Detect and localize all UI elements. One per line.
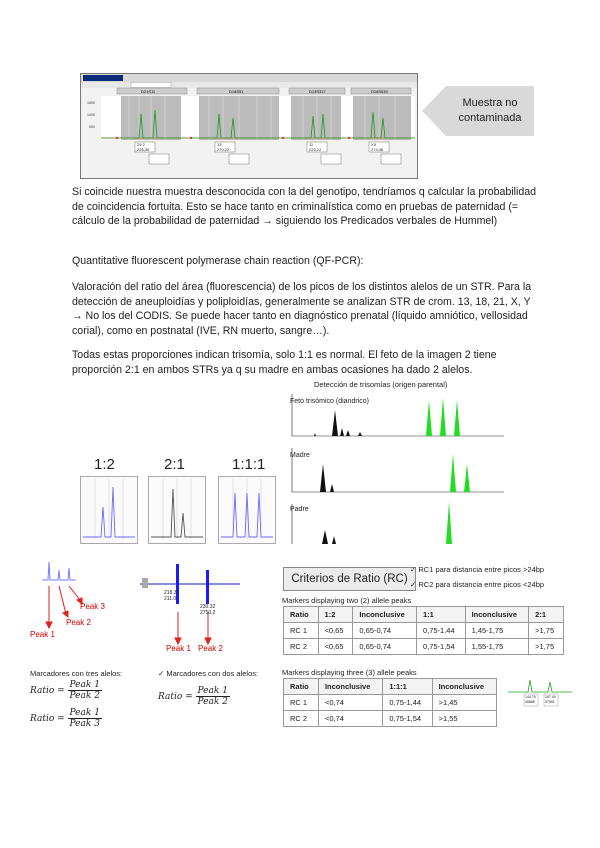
marker-label: D21S11 bbox=[141, 89, 156, 94]
electropherogram-image bbox=[80, 73, 418, 179]
table-header-cell: 1:1:1 bbox=[383, 679, 432, 695]
peak-size-b: 230.32 2750.2 bbox=[200, 604, 216, 616]
table-cell: >1,45 bbox=[432, 695, 496, 711]
callout-line-2: contaminada bbox=[458, 112, 522, 124]
marker-label: D18S51 bbox=[229, 89, 244, 94]
paragraph-trisomy-note: Todas estas proporciones indican trisomía, solo 1:1 es normal. El feto de la imagen 2 tiene proporción 2:1 en ambos STRs ya q su madre en ambas ocasiones ha dado 2 alelos. bbox=[72, 349, 497, 376]
trisomy-row-fetus: Feto trisómico (diandrico) bbox=[290, 398, 369, 405]
two-allele-formula-title: ✓ Marcadores con dos alelos: bbox=[158, 669, 259, 678]
peak-size: 226,35 bbox=[137, 147, 150, 152]
trisomy-row-father: Padre bbox=[290, 506, 309, 513]
ratio-label-2-1: 2:1 bbox=[164, 456, 185, 473]
table-cell: RC 2 bbox=[284, 639, 319, 655]
table-cell: <0,74 bbox=[318, 695, 382, 711]
peak-size-a: 218.38 211.0 bbox=[164, 590, 180, 602]
table-header-cell: Ratio bbox=[284, 679, 319, 695]
electropherogram-svg bbox=[81, 74, 417, 178]
peak-2-label-left: Peak 2 bbox=[66, 618, 91, 627]
table-cell: >1,75 bbox=[529, 623, 564, 639]
table-cell: <0,74 bbox=[318, 711, 382, 727]
table-cell: 0,65-0,74 bbox=[353, 623, 417, 639]
table-header-cell: Inconclusive bbox=[318, 679, 382, 695]
peak-1-label-mid: Peak 1 bbox=[166, 644, 191, 653]
trisomy-figure-title: Detección de trisomías (origen parental) bbox=[314, 380, 448, 389]
ratio-panel-2-1 bbox=[148, 476, 206, 544]
three-allele-formula-title: Marcadores con tres alelos: bbox=[30, 669, 123, 678]
table-row bbox=[284, 695, 497, 711]
table-two-caption: Markers displaying two (2) allele peaks bbox=[282, 596, 412, 605]
ratio-panel-1-1-1 bbox=[218, 476, 276, 544]
paragraph-qfpcr-description: Valoración del ratio del área (fluorescencia) de los picos de los distintos alelos de un STR. Para la detección de aneuploidías y poliploidías, generalmente se analizan STR de crom. 13, 18, 21, X, Y → No los del CODIS. Se puede hacer tanto en diagnóstico prenatal (líquido amniótico, vellosidad corial), como en postnatal (IVE, RN muerto, sangre…). bbox=[72, 281, 532, 337]
table-cell: <0,65 bbox=[318, 639, 353, 655]
table-three-alleles bbox=[283, 678, 497, 727]
peak-label: 11 bbox=[309, 142, 314, 147]
formula-ratio-1-3: Ratio = $\frac{\text{Peak 1}}{\text{Peak 3}}$ bbox=[30, 708, 100, 729]
table-cell: 0,75-1,54 bbox=[383, 711, 432, 727]
peak-3-label-left: Peak 3 bbox=[80, 602, 105, 611]
table-row bbox=[284, 639, 564, 655]
table-header-cell: 1:1 bbox=[416, 607, 465, 623]
table-row bbox=[284, 711, 497, 727]
table-cell: 0,75-1,54 bbox=[416, 639, 465, 655]
table-cell: RC 2 bbox=[284, 711, 319, 727]
ratio-label-1-1-1: 1:1:1 bbox=[232, 456, 266, 473]
table-cell: 1,45-1,75 bbox=[465, 623, 529, 639]
svg-text:1000: 1000 bbox=[87, 113, 95, 117]
two-peak-diagram bbox=[140, 560, 250, 656]
peak-label: 13 bbox=[217, 142, 222, 147]
mini-trace bbox=[508, 678, 572, 712]
marker-label: D16S539 bbox=[371, 89, 388, 94]
criteria-title: Criterios de Ratio (RC) bbox=[283, 567, 416, 591]
rc1-note: ✓ RC1 para distancia entre picos >24bp bbox=[410, 565, 545, 574]
ratio-panel-1-2 bbox=[80, 476, 138, 544]
peak-label: XX bbox=[371, 142, 377, 147]
peak-1-label-left: Peak 1 bbox=[30, 630, 55, 639]
mini-trace-label-2: 197.40 37951 bbox=[545, 695, 556, 704]
table-cell: 0,75-1.44 bbox=[416, 623, 465, 639]
peak-label: 29.2 bbox=[137, 142, 145, 147]
mini-trace-label-1: 144.76 45888 bbox=[525, 695, 536, 704]
callout-line-1: Muestra no bbox=[462, 97, 518, 109]
table-cell: 0,65-0,74 bbox=[353, 639, 417, 655]
table-two-alleles bbox=[283, 606, 564, 655]
peak-size: 270,22 bbox=[217, 147, 230, 152]
ratio-label-1-2: 1:2 bbox=[94, 456, 115, 473]
peak-size: 274,36 bbox=[371, 147, 384, 152]
table-cell: RC 1 bbox=[284, 695, 319, 711]
formula-ratio-1-2: Ratio = $\frac{\text{Peak 1}}{\text{Peak 2}}$ bbox=[30, 680, 100, 701]
table-header-cell: Ratio bbox=[284, 607, 319, 623]
callout-text bbox=[446, 96, 534, 126]
svg-text:500: 500 bbox=[89, 125, 95, 129]
marker-label: D13S317 bbox=[309, 89, 326, 94]
table-header-cell: Inconclusive bbox=[432, 679, 496, 695]
trisomy-row-mother: Madre bbox=[290, 452, 310, 459]
table-header-cell: 2:1 bbox=[529, 607, 564, 623]
table-header-cell: Inconclusive bbox=[353, 607, 417, 623]
table-cell: 1,55-1,75 bbox=[465, 639, 529, 655]
table-three-caption: Markers displaying three (3) allele peaks bbox=[282, 668, 417, 677]
table-cell: >1,75 bbox=[529, 639, 564, 655]
svg-text:1500: 1500 bbox=[87, 101, 95, 105]
formula-ratio-two: Ratio = $\frac{\text{Peak 1}}{\text{Peak 2}}$ bbox=[158, 686, 228, 707]
table-header-row bbox=[284, 607, 564, 623]
callout-arrow bbox=[422, 86, 534, 136]
table-cell: 0,75-1,44 bbox=[383, 695, 432, 711]
table-row bbox=[284, 623, 564, 639]
table-cell: RC 1 bbox=[284, 623, 319, 639]
paragraph-qfpcr-title: Quantitative fluorescent polymerase chain reaction (QF-PCR): bbox=[72, 255, 364, 267]
table-cell: <0,65 bbox=[318, 623, 353, 639]
peak-2-label-mid: Peak 2 bbox=[198, 644, 223, 653]
peak-size: 225,12 bbox=[309, 147, 322, 152]
table-cell: >1,55 bbox=[432, 711, 496, 727]
paragraph-coincidence: Si coincide nuestra muestra desconocida con la del genotipo, tendríamos q calcular la probabilidad de coincidencia fortuita. Esto se hace tanto en criminalística como en pruebas de paternidad (= cálculo de la probabilidad de paternidad → siguiendo los Predicados verbales de Hummel) bbox=[72, 186, 537, 228]
table-header-cell: 1:2 bbox=[318, 607, 353, 623]
three-peak-diagram bbox=[28, 556, 118, 640]
rc2-note: ✓ RC2 para distancia entre picos <24bp bbox=[410, 580, 545, 589]
trisomy-detection-figure bbox=[284, 380, 574, 544]
table-header-cell: Inconclusive bbox=[465, 607, 529, 623]
table-header-row bbox=[284, 679, 497, 695]
